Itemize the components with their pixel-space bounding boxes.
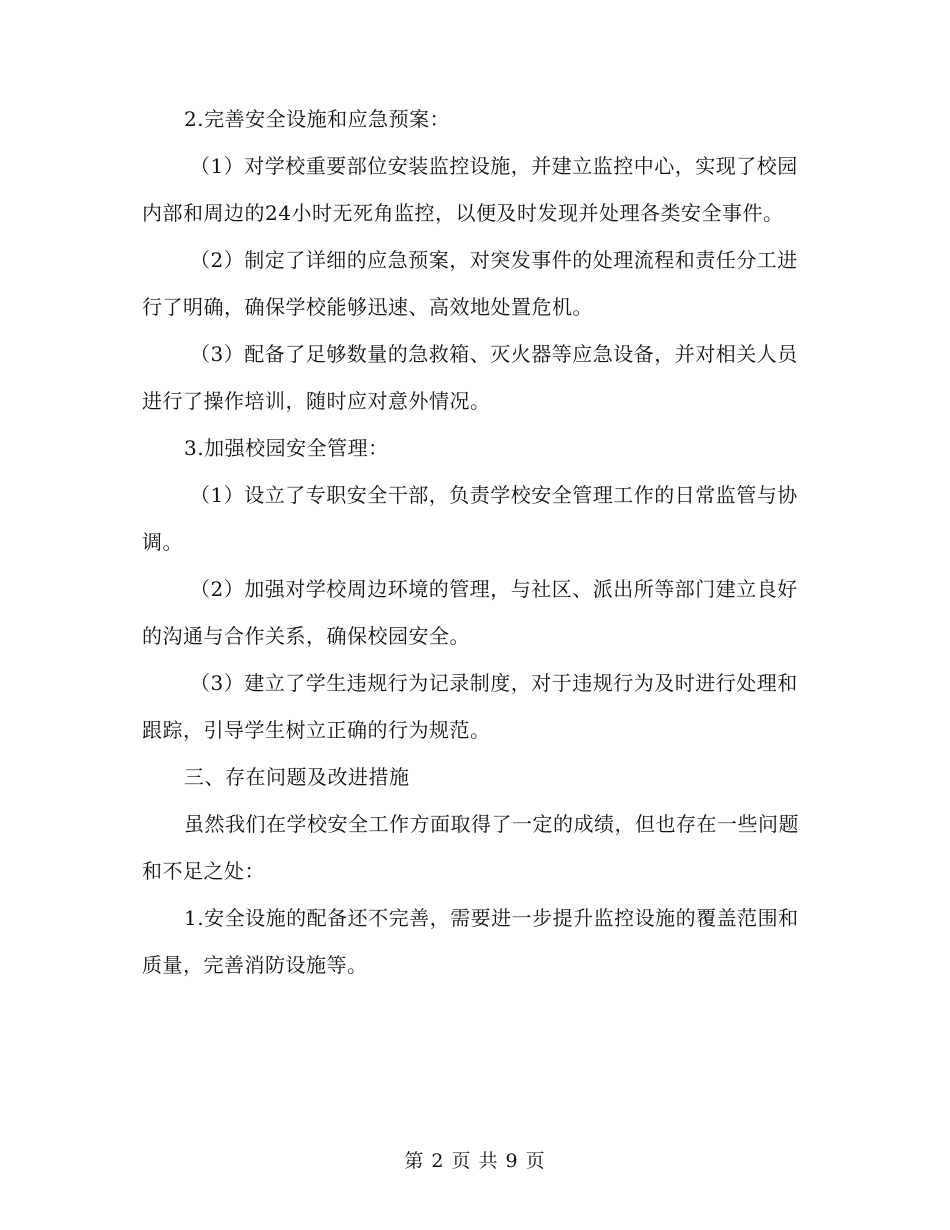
paragraph: （1）对学校重要部位安装监控设施，并建立监控中心，实现了校园内部和周边的24小时无死角监控，以便及时发现并处理各类安全事件。 — [142, 154, 798, 225]
section-heading: 2.完善安全设施和应急预案： — [184, 107, 451, 131]
paragraph: （3）建立了学生违规行为记录制度，对于违规行为及时进行处理和跟踪，引导学生树立正确的行为规范。 — [142, 671, 798, 742]
paragraph: （3）配备了足够数量的急救箱、灭火器等应急设备，并对相关人员进行了操作培训，随时应对意外情况。 — [142, 342, 798, 413]
page-footer: 第 2 页 共 9 页 — [404, 1150, 546, 1172]
paragraph: 1.安全设施的配备还不完善，需要进一步提升监控设施的覆盖范围和质量，完善消防设施等。 — [142, 906, 799, 977]
section-heading: 3.加强校园安全管理： — [184, 436, 389, 460]
paragraph: （2）制定了详细的应急预案，对突发事件的处理流程和责任分工进行了明确，确保学校能够迅速、高效地处置危机。 — [142, 248, 798, 319]
section-heading: 三、存在问题及改进措施 — [184, 765, 410, 789]
paragraph: （2）加强对学校周边环境的管理，与社区、派出所等部门建立良好的沟通与合作关系，确保校园安全。 — [142, 577, 798, 648]
paragraph: 虽然我们在学校安全工作方面取得了一定的成绩，但也存在一些问题和不足之处： — [142, 812, 799, 883]
paragraph: （1）设立了专职安全干部，负责学校安全管理工作的日常监管与协调。 — [142, 483, 798, 554]
document-body — [142, 96, 810, 989]
